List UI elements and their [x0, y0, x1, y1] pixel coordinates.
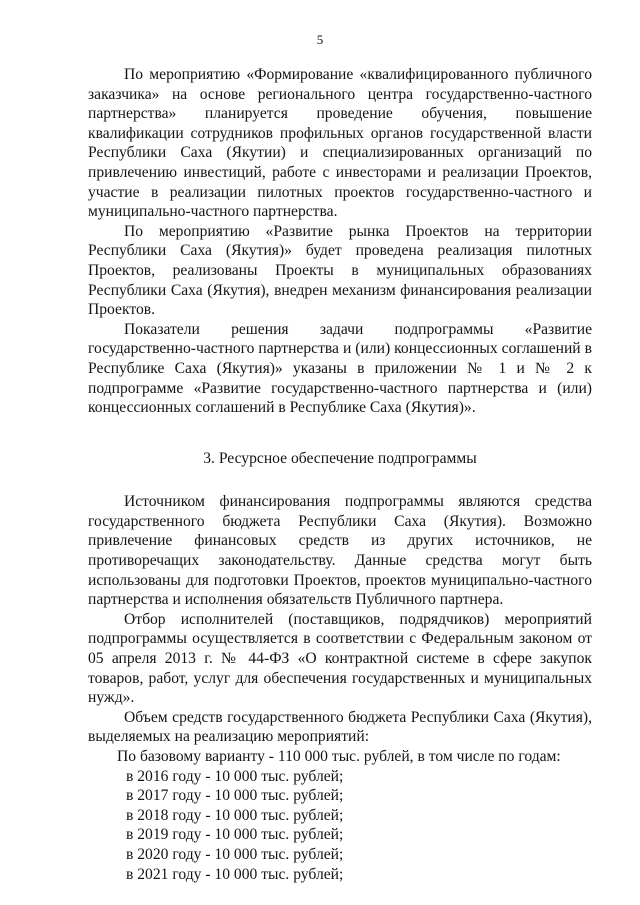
paragraph-budget-volume: Объем средств государственного бюджета Республики Саха (Якутия), выделяемых на реализацию мероприятий:: [88, 708, 592, 746]
base-variant-line: По базовому варианту - 110 000 тыс. рублей, в том числе по годам:: [117, 748, 561, 765]
paragraph-project-market: По мероприятию «Развитие рынка Проектов на территории Республики Саха (Якутия)» будет проведена реализация пилотных Проектов, реализованы Проекты в муниципальных образованиях Республики Саха (Якутия), внедрен механизм финансирования реализации Проектов.: [88, 222, 592, 319]
year-item: в 2020 году - 10 000 тыс. рублей;: [126, 845, 344, 863]
section-heading: 3. Ресурсное обеспечение подпрограммы: [203, 449, 477, 467]
year-item: в 2021 году - 10 000 тыс. рублей;: [126, 865, 344, 883]
paragraph-indicators: Показатели решения задачи подпрограммы «Развитие государственно-частного партнерства и (или) концессионных соглашений в Республике Саха (Якутия)» указаны в приложении № 1 и № 2 к подпрограмме «Развитие государственно-частного партнерства и (или) концессионных соглашений в Республике Саха (Якутия)».: [88, 320, 592, 417]
paragraph-contractor-selection: Отбор исполнителей (поставщиков, подрядчиков) мероприятий подпрограммы осуществляется в соответствии с Федеральным законом от 05 апреля 2013 г. № 44-ФЗ «О контрактной системе в сфере закупок товаров, работ, услуг для обеспечения государственных и муниципальных нужд».: [88, 610, 592, 707]
year-item: в 2016 году - 10 000 тыс. рублей;: [126, 767, 344, 785]
paragraph-funding-source: Источником финансирования подпрограммы являются средства государственного бюджета Республики Саха (Якутия). Возможно привлечение финансовых средств из других источников, не противоречащих законодательству. Данные средства могут быть использованы для подготовки Проектов, проектов муниципально-частного партнерства и исполнения обязательств Публичного партнера.: [88, 493, 592, 609]
paragraph-qualified-customer: По мероприятию «Формирование «квалифицированного публичного заказчика» на основе регионального центра государственно-частного партнерства» планируется проведение обучения, повышение квалификации сотрудников профильных органов государственной власти Республики Саха (Якутии) и специализированных организаций по привлечению инвестиций, работе с инвесторами и реализации Проектов, участие в реализации пилотных проектов государственно-частного и муниципально-частного партнерства.: [88, 66, 592, 221]
page-number: 5: [316, 32, 324, 47]
year-item: в 2017 году - 10 000 тыс. рублей;: [126, 787, 344, 805]
document-body: [88, 65, 592, 884]
year-item: в 2018 году - 10 000 тыс. рублей;: [126, 806, 344, 824]
year-item: в 2019 году - 10 000 тыс. рублей;: [126, 826, 344, 844]
